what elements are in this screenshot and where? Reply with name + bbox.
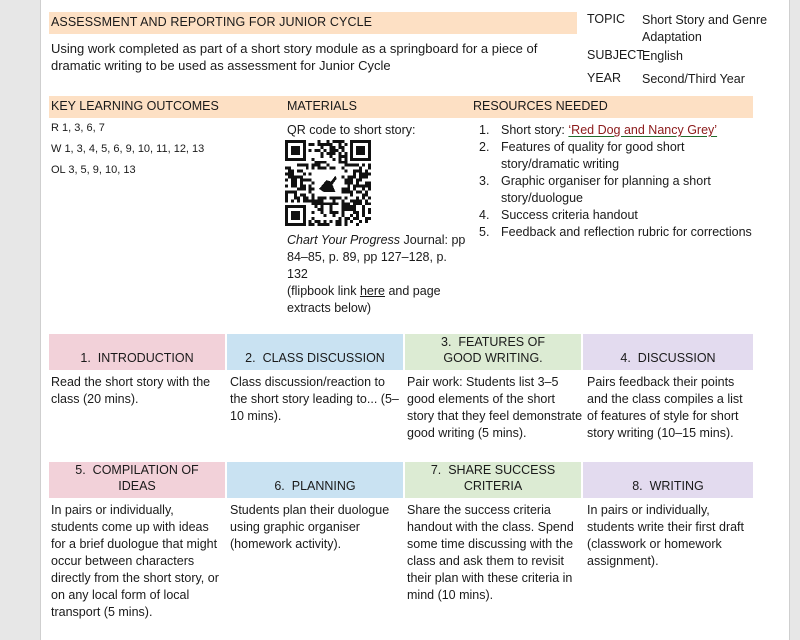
materials-title: MATERIALS bbox=[287, 99, 357, 113]
step-4-body: Pairs feedback their points and the class compiles a list of features of style for short story writing (10–15 mins). bbox=[587, 375, 743, 440]
step-4-header: 4. DISCUSSION bbox=[583, 334, 753, 370]
year-value: Second/Third Year bbox=[642, 72, 745, 86]
step-3-header: 3. FEATURES OF GOOD WRITING. bbox=[405, 334, 581, 370]
list-item: 3. Graphic organiser for planning a short story/duologue bbox=[479, 174, 711, 205]
step-1-header: 1. INTRODUCTION bbox=[49, 334, 225, 370]
step-5-body: In pairs or individually, students come up with ideas for a brief duologue that might occur between characters directly from the short story, or on any local form of local transport (5 mins). bbox=[51, 503, 219, 619]
step-7-body: Share the success criteria handout with the class. Spend some time discussing with the class and ask them to revisit their plan with these criteria in mind (10 mins). bbox=[407, 503, 574, 602]
topic-value: Short Story and Genre Adaptation bbox=[642, 13, 768, 44]
short-story-link[interactable]: ‘Red Dog and Nancy Grey’ bbox=[568, 123, 718, 137]
step-8-header: 8. WRITING bbox=[583, 462, 753, 498]
flipbook-text-after: and page extracts below) bbox=[287, 284, 441, 315]
journal-reference bbox=[287, 232, 467, 317]
step-5-header: 5. COMPILATION OF IDEAS bbox=[49, 462, 225, 498]
subject-label: SUBJECT bbox=[587, 48, 644, 62]
step-2-body: Class discussion/reaction to the short story leading to... (5–10 mins). bbox=[230, 375, 399, 423]
year-label: YEAR bbox=[587, 71, 622, 85]
step-7-header: 7. SHARE SUCCESS CRITERIA bbox=[405, 462, 581, 498]
qr-code-icon[interactable] bbox=[285, 140, 371, 226]
step-6-body: Students plan their duologue using graphic organiser (homework activity). bbox=[230, 503, 390, 551]
resources-list bbox=[475, 122, 755, 241]
topic-label: TOPIC bbox=[587, 12, 625, 26]
document-page bbox=[40, 0, 790, 640]
step-1-body: Read the short story with the class (20 mins). bbox=[51, 375, 211, 406]
list-item: 5. Feedback and reflection rubric for corrections bbox=[479, 225, 752, 239]
journal-pages: Journal: pp 84–85, p. 89, pp 127–128, p. 132 bbox=[287, 233, 466, 281]
flipbook-link[interactable]: here bbox=[359, 284, 385, 298]
page-title: ASSESSMENT AND REPORTING FOR JUNIOR CYCLE bbox=[51, 15, 373, 29]
outcomes-title: KEY LEARNING OUTCOMES bbox=[51, 99, 219, 113]
outcome-oral-language: OL 3, 5, 9, 10, 13 bbox=[51, 164, 136, 176]
resources-title: RESOURCES NEEDED bbox=[473, 99, 608, 113]
list-item: 4. Success criteria handout bbox=[479, 208, 638, 222]
qr-caption: QR code to short story: bbox=[287, 123, 416, 137]
outcome-writing: W 1, 3, 4, 5, 6, 9, 10, 11, 12, 13 bbox=[51, 143, 205, 155]
step-6-header: 6. PLANNING bbox=[227, 462, 403, 498]
flipbook-text-before: (flipbook link bbox=[287, 284, 360, 298]
list-item: 1. Short story: ‘Red Dog and Nancy Grey’ bbox=[479, 123, 718, 137]
page-description: Using work completed as part of a short story module as a springboard for a piece of dramatic writing to be used as assessment for Junior Cycle bbox=[51, 41, 538, 73]
journal-title: Chart Your Progress bbox=[287, 233, 401, 247]
list-item: 2. Features of quality for good short story/dramatic writing bbox=[479, 140, 685, 171]
step-3-body: Pair work: Students list 3–5 good elements of the short story that they feel demonstrate good writing (5 mins). bbox=[407, 375, 583, 440]
step-8-body: In pairs or individually, students write their first draft (classwork or homework assignment). bbox=[587, 503, 745, 568]
step-2-header: 2. CLASS DISCUSSION bbox=[227, 334, 403, 370]
subject-value: English bbox=[642, 49, 683, 63]
outcome-reading: R 1, 3, 6, 7 bbox=[51, 122, 105, 134]
